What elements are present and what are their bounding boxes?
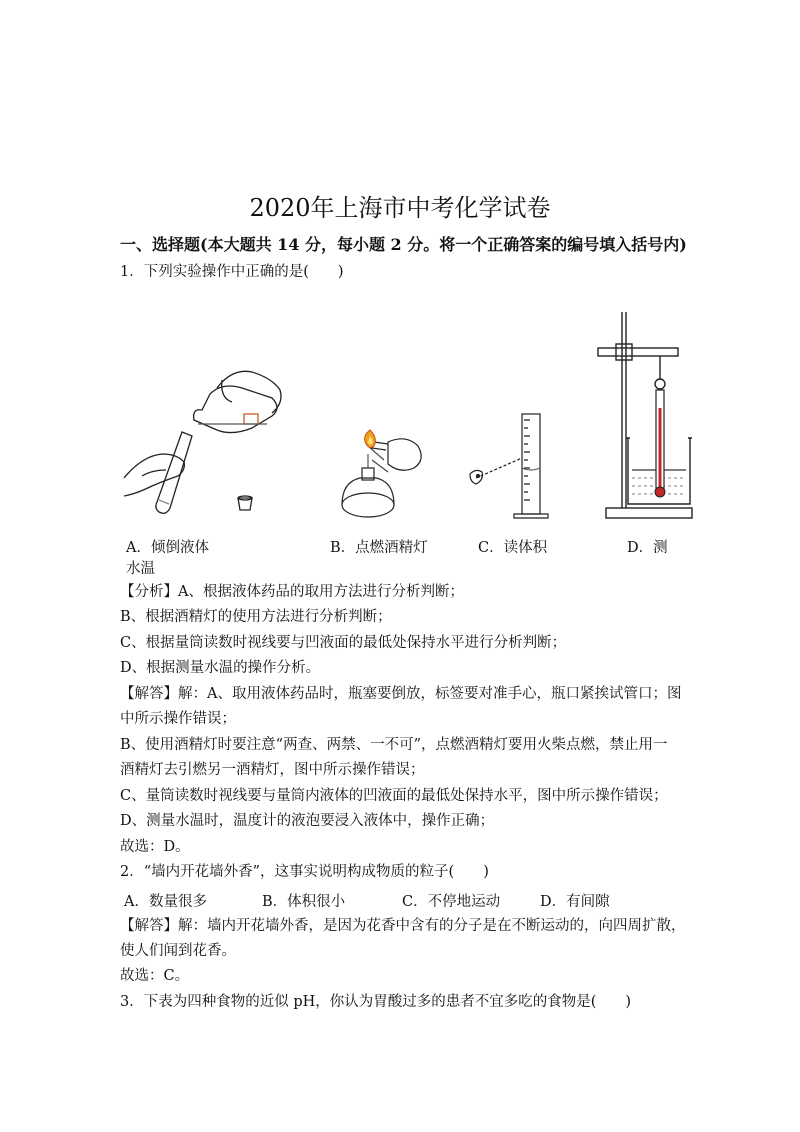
q1-answer-line: 故选：D。	[120, 839, 190, 855]
q1-option-d-continued: 水温	[126, 561, 155, 577]
q1-answer-line: C、量筒读数时视线要与量筒内液体的凹液面的最低处保持水平，图中所示操作错误；	[120, 788, 668, 804]
q2-answer-line: 使人们闻到花香。	[120, 943, 236, 959]
q1-option-c: C．读体积	[478, 540, 548, 556]
question-3-stem: 3．下表为四种食物的近似 pH，你认为胃酸过多的患者不宜多吃的食物是( )	[120, 994, 632, 1010]
q1-answer-line: B、使用酒精灯时要注意“两查、两禁、一不可”，点燃酒精灯要用火柴点燃，禁止用一	[120, 737, 668, 753]
q2-option-a: A．数量很多	[124, 894, 207, 910]
q1-answer-line: 中所示操作错误；	[120, 711, 236, 727]
q1-analysis-line: C、根据量筒读数时视线要与凹液面的最低处保持水平进行分析判断；	[120, 635, 567, 651]
question-1-stem: 1．下列实验操作中正确的是( )	[120, 264, 344, 280]
q2-answer-line: 故选：C。	[120, 968, 190, 984]
thermometer-beaker-figure	[592, 308, 702, 524]
q1-option-d: D．测	[627, 540, 668, 556]
question-2-stem: 2．“墙内开花墙外香”，这事实说明构成物质的粒子( )	[120, 864, 489, 880]
graduated-cylinder-figure	[468, 410, 558, 525]
q2-answer-line: 【解答】解：墙内开花墙外香，是因为花香中含有的分子是在不断运动的，向四周扩散，	[120, 918, 686, 934]
page-title: 2020年上海市中考化学试卷	[249, 194, 551, 222]
q1-analysis-line: 【分析】A、根据液体药品的取用方法进行分析判断；	[120, 584, 464, 600]
alcohol-lamp-figure	[326, 420, 436, 525]
q2-option-b: B．体积很小	[262, 894, 346, 910]
q1-answer-line: D、测量水温时，温度计的液泡要浸入液体中，操作正确；	[120, 813, 495, 829]
q1-analysis-line: B、根据酒精灯的使用方法进行分析判断；	[120, 609, 392, 625]
section-heading: 一、选择题(本大题共 14 分，每小题 2 分。将一个正确答案的编号填入括号内)	[120, 235, 687, 254]
q2-option-d: D．有间隙	[540, 894, 610, 910]
q1-option-a: A．倾倒液体	[126, 540, 209, 556]
q1-option-b: B．点燃酒精灯	[330, 540, 428, 556]
q1-answer-line: 酒精灯去引燃另一酒精灯，图中所示操作错误；	[120, 762, 425, 778]
q1-answer-line: 【解答】解：A、取用液体药品时，瓶塞要倒放，标签要对准手心，瓶口紧挨试管口；图	[120, 686, 682, 702]
q2-option-c: C．不停地运动	[402, 894, 501, 910]
q1-analysis-line: D、根据测量水温的操作分析。	[120, 660, 321, 676]
pouring-liquid-figure	[122, 358, 292, 528]
